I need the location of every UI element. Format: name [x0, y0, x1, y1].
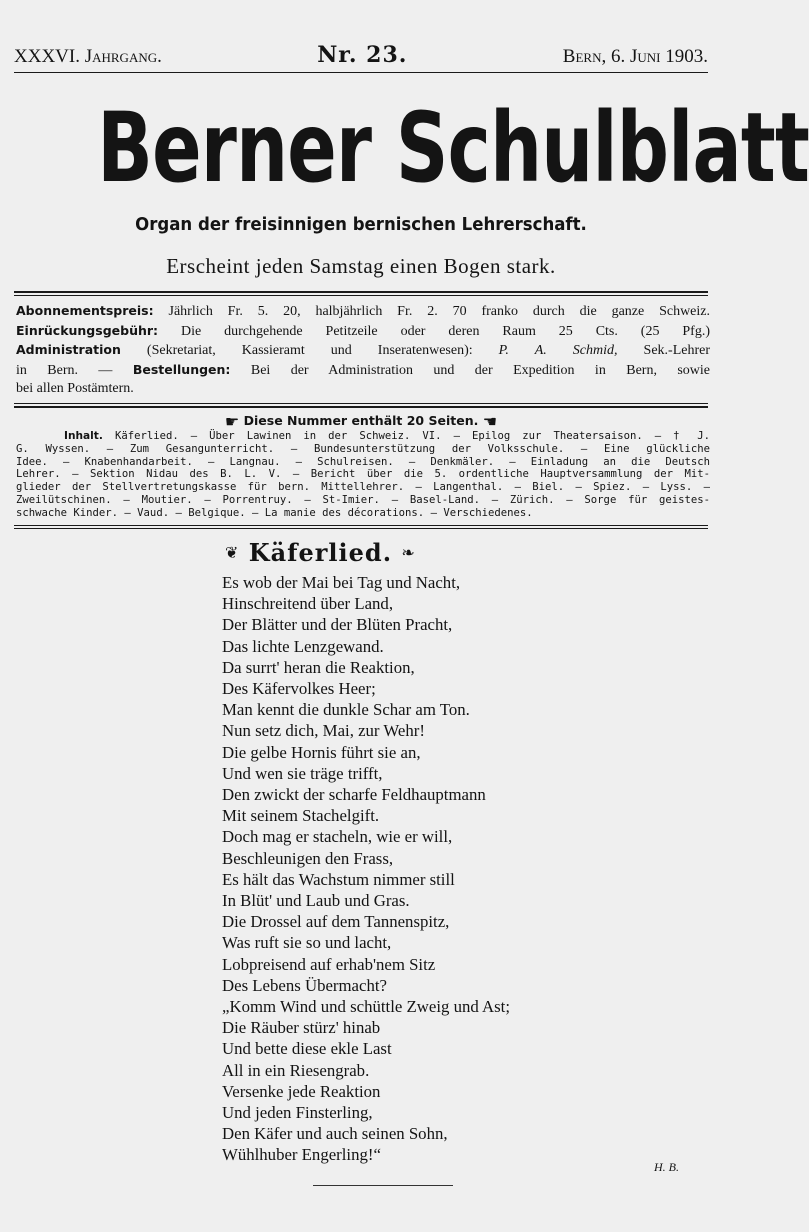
- toc-line: schwache Kinder. — Vaud. — Belgique. — La manie des décorations. — Verschiedenes.: [16, 506, 533, 519]
- admin-text2: in Bern. —: [16, 362, 113, 378]
- poem-body: [222, 572, 642, 1166]
- poem-line: Beschleunigen den Frass,: [222, 848, 394, 868]
- rule-thick-2: [14, 406, 708, 408]
- issue-number: Nr. 23.: [317, 42, 408, 68]
- top-rule: [14, 72, 708, 73]
- best-text: Bei der Administration und der Expedition in Bern, sowie: [250, 362, 711, 378]
- toc-line: [16, 430, 710, 443]
- rule-thick-1: [14, 291, 708, 293]
- poem-line: Die Drossel auf dem Tannenspitz,: [222, 912, 450, 932]
- poem-line: Das lichte Lenzgewand.: [222, 636, 384, 656]
- poem-line: „Komm Wind und schüttle Zweig und Ast;: [222, 997, 511, 1017]
- toc-label: Inhalt.: [64, 430, 103, 442]
- publication-frequency: Erscheint jeden Samstag einen Bogen stark.: [166, 254, 556, 278]
- best-row-2: bei allen Postämtern.: [16, 381, 134, 396]
- subscription-terms: [16, 302, 710, 399]
- einr-row: [16, 322, 710, 342]
- toc-line: Idee. — Knabenhandarbeit. — Langnau. — Schulreisen. — Denkmäler. — Einladung an die Deutsch: [16, 455, 710, 468]
- rule-thin-3: [14, 525, 708, 526]
- footer-rule: [313, 1185, 453, 1186]
- rule-thin-1: [14, 295, 708, 296]
- poem-line: Wühlhuber Engerling!“: [222, 1145, 381, 1165]
- poem-title-block: [225, 538, 505, 567]
- poem-line: Man kennt die dunkle Schar am Ton.: [222, 700, 470, 720]
- poem-line: Des Käfervolkes Heer;: [222, 679, 376, 699]
- admin-name: P. A. Schmid,: [498, 343, 618, 358]
- pointing-hand-left-icon: ☚: [482, 412, 498, 431]
- poem-line: Versenke jede Reaktion: [222, 1081, 381, 1101]
- admin-label: Administration: [16, 342, 121, 357]
- table-of-contents: [16, 430, 710, 520]
- poem-line: Es hält das Wachstum nimmer still: [222, 869, 455, 889]
- place-date: Bern, 6. Juni 1903.: [562, 46, 708, 67]
- poem-line: Der Blätter und der Blüten Pracht,: [222, 615, 453, 635]
- rule-thin-2: [14, 403, 708, 404]
- poem-line: In Blüt' und Laub und Gras.: [222, 891, 410, 911]
- poem-line: Den zwickt der scharfe Feldhauptmann: [222, 785, 486, 805]
- poem-line: Lobpreisend auf erhab'nem Sitz: [222, 954, 436, 974]
- poem-line: Und bette diese ekle Last: [222, 1039, 392, 1059]
- admin-row: [16, 341, 710, 361]
- newspaper-title: Berner Schulblatt: [97, 92, 809, 204]
- poem-line: Und jeden Finsterling,: [222, 1103, 373, 1123]
- poem-line: Was ruft sie so und lacht,: [222, 933, 392, 953]
- poem-line: Die gelbe Hornis führt sie an,: [222, 742, 421, 762]
- pointing-hand-right-icon: ☛: [224, 412, 240, 431]
- rule-thin-4: [14, 528, 708, 529]
- poem-line: Mit seinem Stachelgift.: [222, 806, 380, 826]
- abo-label: Abonnementspreis:: [16, 303, 154, 318]
- poem-line: Doch mag er stacheln, wie er will,: [222, 827, 453, 847]
- poem-line: Und wen sie träge trifft,: [222, 763, 383, 783]
- toc-line: Zweilütschinen. — Moutier. — Porrentruy. — St-Imier. — Basel-Land. — Zürich. — Sorge für geistes-: [16, 493, 710, 506]
- admin-role: Sek.-Lehrer: [643, 343, 710, 358]
- poem-line: All in ein Riesengrab.: [222, 1060, 370, 1080]
- masthead-line: [14, 42, 708, 68]
- poem-line: Hinschreitend über Land,: [222, 594, 394, 614]
- abo-text: Jährlich Fr. 5. 20, halbjährlich Fr. 2. 70 franko durch die ganze Schweiz.: [168, 304, 711, 319]
- poem-author: H. B.: [654, 1160, 679, 1174]
- page-count-text: Diese Nummer enthält 20 Seiten.: [243, 413, 479, 428]
- poem-line: Da surrt' heran die Reaktion,: [222, 657, 415, 677]
- ornament-left-icon: ❦: [225, 543, 240, 562]
- toc-line: glieder der Stellvertretungskasse für bern. Mittellehrer. — Langenthal. — Biel. — Spiez. — Lyss. —: [16, 481, 710, 494]
- jahrgang: XXXVI. Jahrgang.: [14, 46, 162, 67]
- page-count-notice: [14, 412, 708, 431]
- poem-line: Des Lebens Übermacht?: [222, 975, 387, 995]
- poem-title: Käferlied.: [248, 538, 393, 567]
- organ-subtitle: Organ der freisinnigen bernischen Lehrerschaft.: [135, 214, 587, 235]
- toc-text: Käferlied. — Über Lawinen in der Schweiz. VI. — Epilog zur Theatersaison. — † J.: [114, 430, 710, 442]
- best-label: Bestellungen:: [132, 361, 231, 377]
- ornament-right-icon: ❧: [401, 543, 416, 562]
- einr-label: Einrückungsgebühr:: [16, 322, 159, 338]
- poem-line: Die Räuber stürz' hinab: [222, 1018, 381, 1038]
- einr-text: Die durchgehende Petitzeile oder deren Raum 25 Cts. (25 Pfg.): [180, 323, 710, 339]
- toc-line: Lehrer. — Sektion Nidau des B. L. V. — Bericht über die 5. ordentliche Hauptversammlung der Mit-: [16, 468, 710, 481]
- poem-line: Nun setz dich, Mai, zur Wehr!: [222, 721, 425, 741]
- poem-line: Den Käfer und auch seinen Sohn,: [222, 1124, 448, 1144]
- poem-line: Es wob der Mai bei Tag und Nacht,: [222, 573, 461, 592]
- best-row: [16, 361, 710, 381]
- abo-row: [16, 302, 710, 322]
- toc-line: G. Wyssen. — Zum Gesangunterricht. — Bundesunterstützung der Volksschule. — Eine glückliche: [16, 442, 710, 455]
- admin-text: (Sekretariat, Kassieramt und Inseratenwesen):: [146, 343, 473, 358]
